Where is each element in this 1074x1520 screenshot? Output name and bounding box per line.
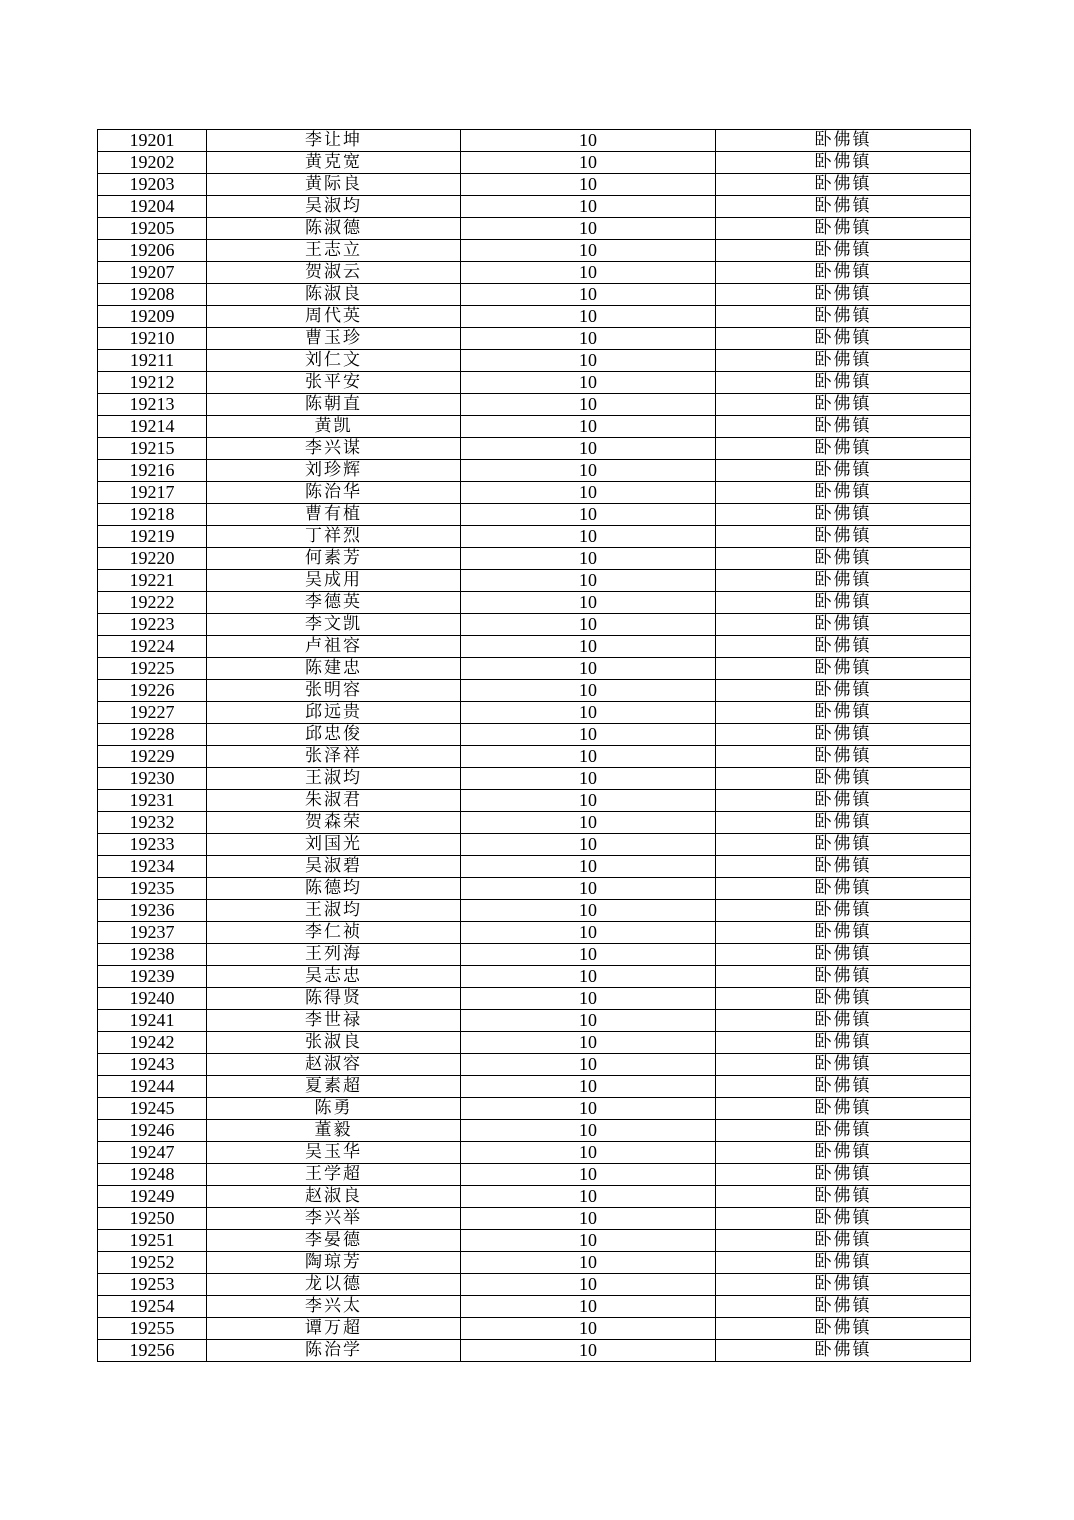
row-id-cell: 19225 [98,658,207,680]
town-cell: 卧佛镇 [716,1208,971,1230]
town-cell: 卧佛镇 [716,1142,971,1164]
town-cell: 卧佛镇 [716,130,971,152]
row-id-cell: 19254 [98,1296,207,1318]
name-cell: 陶琼芳 [207,1252,461,1274]
name-cell: 陈德均 [207,878,461,900]
amount-cell: 10 [461,372,716,394]
amount-cell: 10 [461,790,716,812]
name-cell: 张明容 [207,680,461,702]
row-id-cell: 19228 [98,724,207,746]
name-cell: 李仁祯 [207,922,461,944]
amount-cell: 10 [461,350,716,372]
row-id-cell: 19252 [98,1252,207,1274]
town-cell: 卧佛镇 [716,306,971,328]
table-row [98,1186,971,1208]
name-cell: 王志立 [207,240,461,262]
town-cell: 卧佛镇 [716,1120,971,1142]
town-cell: 卧佛镇 [716,328,971,350]
amount-cell: 10 [461,504,716,526]
town-cell: 卧佛镇 [716,1054,971,1076]
amount-cell: 10 [461,1010,716,1032]
town-cell: 卧佛镇 [716,614,971,636]
row-id-cell: 19249 [98,1186,207,1208]
town-cell: 卧佛镇 [716,394,971,416]
name-cell: 陈朝直 [207,394,461,416]
name-cell: 刘仁文 [207,350,461,372]
amount-cell: 10 [461,1076,716,1098]
name-cell: 王列海 [207,944,461,966]
name-cell: 龙以德 [207,1274,461,1296]
name-cell: 陈得贤 [207,988,461,1010]
town-cell: 卧佛镇 [716,1340,971,1362]
row-id-cell: 19213 [98,394,207,416]
row-id-cell: 19221 [98,570,207,592]
name-cell: 陈淑良 [207,284,461,306]
amount-cell: 10 [461,130,716,152]
table-row [98,1296,971,1318]
table-row [98,416,971,438]
row-id-cell: 19241 [98,1010,207,1032]
name-cell: 王淑均 [207,768,461,790]
row-id-cell: 19255 [98,1318,207,1340]
row-id-cell: 19206 [98,240,207,262]
name-cell: 李德英 [207,592,461,614]
table-row [98,1010,971,1032]
amount-cell: 10 [461,174,716,196]
table-row [98,174,971,196]
amount-cell: 10 [461,262,716,284]
name-cell: 李兴太 [207,1296,461,1318]
table-row [98,724,971,746]
table-row [98,1032,971,1054]
table-row [98,152,971,174]
table-row [98,240,971,262]
table-row [98,1054,971,1076]
name-cell: 贺森荣 [207,812,461,834]
table-row [98,350,971,372]
table-row [98,1164,971,1186]
amount-cell: 10 [461,966,716,988]
name-cell: 邱忠俊 [207,724,461,746]
town-cell: 卧佛镇 [716,152,971,174]
row-id-cell: 19235 [98,878,207,900]
row-id-cell: 19242 [98,1032,207,1054]
amount-cell: 10 [461,1208,716,1230]
amount-cell: 10 [461,636,716,658]
table-row [98,1318,971,1340]
row-id-cell: 19240 [98,988,207,1010]
table-row [98,1252,971,1274]
name-cell: 陈治华 [207,482,461,504]
table-row [98,900,971,922]
amount-cell: 10 [461,1120,716,1142]
row-id-cell: 19212 [98,372,207,394]
row-id-cell: 19211 [98,350,207,372]
row-id-cell: 19232 [98,812,207,834]
town-cell: 卧佛镇 [716,944,971,966]
amount-cell: 10 [461,944,716,966]
amount-cell: 10 [461,680,716,702]
table-row [98,130,971,152]
name-cell: 张泽祥 [207,746,461,768]
row-id-cell: 19239 [98,966,207,988]
town-cell: 卧佛镇 [716,856,971,878]
town-cell: 卧佛镇 [716,812,971,834]
row-id-cell: 19238 [98,944,207,966]
name-cell: 董毅 [207,1120,461,1142]
town-cell: 卧佛镇 [716,790,971,812]
row-id-cell: 19220 [98,548,207,570]
amount-cell: 10 [461,152,716,174]
table-body [98,130,971,1362]
town-cell: 卧佛镇 [716,834,971,856]
table-row [98,944,971,966]
name-cell: 曹玉珍 [207,328,461,350]
table-row [98,1098,971,1120]
town-cell: 卧佛镇 [716,680,971,702]
row-id-cell: 19215 [98,438,207,460]
row-id-cell: 19222 [98,592,207,614]
town-cell: 卧佛镇 [716,548,971,570]
town-cell: 卧佛镇 [716,1010,971,1032]
town-cell: 卧佛镇 [716,702,971,724]
name-cell: 李晏德 [207,1230,461,1252]
amount-cell: 10 [461,1296,716,1318]
table-row [98,812,971,834]
town-cell: 卧佛镇 [716,570,971,592]
name-cell: 陈淑德 [207,218,461,240]
town-cell: 卧佛镇 [716,1076,971,1098]
amount-cell: 10 [461,702,716,724]
amount-cell: 10 [461,570,716,592]
name-cell: 王学超 [207,1164,461,1186]
town-cell: 卧佛镇 [716,1230,971,1252]
row-id-cell: 19256 [98,1340,207,1362]
amount-cell: 10 [461,438,716,460]
town-cell: 卧佛镇 [716,966,971,988]
table-row [98,614,971,636]
name-cell: 曹有植 [207,504,461,526]
amount-cell: 10 [461,658,716,680]
row-id-cell: 19227 [98,702,207,724]
table-row [98,548,971,570]
name-cell: 吴玉华 [207,1142,461,1164]
amount-cell: 10 [461,1274,716,1296]
row-id-cell: 19217 [98,482,207,504]
table-row [98,878,971,900]
table-row [98,394,971,416]
amount-cell: 10 [461,482,716,504]
amount-cell: 10 [461,1252,716,1274]
amount-cell: 10 [461,724,716,746]
name-cell: 丁祥烈 [207,526,461,548]
town-cell: 卧佛镇 [716,922,971,944]
row-id-cell: 19218 [98,504,207,526]
row-id-cell: 19223 [98,614,207,636]
town-cell: 卧佛镇 [716,1274,971,1296]
town-cell: 卧佛镇 [716,1252,971,1274]
amount-cell: 10 [461,328,716,350]
amount-cell: 10 [461,988,716,1010]
town-cell: 卧佛镇 [716,240,971,262]
town-cell: 卧佛镇 [716,482,971,504]
amount-cell: 10 [461,460,716,482]
table-row [98,328,971,350]
table-row [98,460,971,482]
name-cell: 周代英 [207,306,461,328]
town-cell: 卧佛镇 [716,416,971,438]
row-id-cell: 19236 [98,900,207,922]
table-row [98,1142,971,1164]
name-cell: 邱远贵 [207,702,461,724]
table-row [98,966,971,988]
table-row [98,1120,971,1142]
row-id-cell: 19231 [98,790,207,812]
name-cell: 张淑良 [207,1032,461,1054]
amount-cell: 10 [461,1318,716,1340]
amount-cell: 10 [461,1230,716,1252]
name-cell: 吴淑均 [207,196,461,218]
town-cell: 卧佛镇 [716,636,971,658]
town-cell: 卧佛镇 [716,284,971,306]
table-row [98,284,971,306]
table-row [98,768,971,790]
name-cell: 陈建忠 [207,658,461,680]
amount-cell: 10 [461,1186,716,1208]
row-id-cell: 19245 [98,1098,207,1120]
table-row [98,482,971,504]
town-cell: 卧佛镇 [716,196,971,218]
row-id-cell: 19226 [98,680,207,702]
amount-cell: 10 [461,1054,716,1076]
town-cell: 卧佛镇 [716,592,971,614]
row-id-cell: 19201 [98,130,207,152]
amount-cell: 10 [461,922,716,944]
row-id-cell: 19237 [98,922,207,944]
amount-cell: 10 [461,592,716,614]
name-cell: 吴志忠 [207,966,461,988]
row-id-cell: 19210 [98,328,207,350]
table-row [98,218,971,240]
town-cell: 卧佛镇 [716,438,971,460]
name-cell: 刘珍辉 [207,460,461,482]
amount-cell: 10 [461,878,716,900]
name-cell: 李文凯 [207,614,461,636]
amount-cell: 10 [461,1032,716,1054]
name-cell: 贺淑云 [207,262,461,284]
table-row [98,1230,971,1252]
table-row [98,1340,971,1362]
table-row [98,702,971,724]
name-cell: 李兴举 [207,1208,461,1230]
name-cell: 赵淑容 [207,1054,461,1076]
amount-cell: 10 [461,394,716,416]
name-cell: 黄际良 [207,174,461,196]
row-id-cell: 19248 [98,1164,207,1186]
table-row [98,372,971,394]
name-cell: 张平安 [207,372,461,394]
amount-cell: 10 [461,1164,716,1186]
row-id-cell: 19246 [98,1120,207,1142]
row-id-cell: 19233 [98,834,207,856]
town-cell: 卧佛镇 [716,1164,971,1186]
town-cell: 卧佛镇 [716,460,971,482]
amount-cell: 10 [461,196,716,218]
row-id-cell: 19205 [98,218,207,240]
table-row [98,196,971,218]
amount-cell: 10 [461,284,716,306]
town-cell: 卧佛镇 [716,768,971,790]
name-cell: 何素芳 [207,548,461,570]
town-cell: 卧佛镇 [716,878,971,900]
town-cell: 卧佛镇 [716,372,971,394]
amount-cell: 10 [461,1340,716,1362]
amount-cell: 10 [461,306,716,328]
row-id-cell: 19204 [98,196,207,218]
row-id-cell: 19216 [98,460,207,482]
name-cell: 黄克宽 [207,152,461,174]
row-id-cell: 19230 [98,768,207,790]
table-row [98,526,971,548]
town-cell: 卧佛镇 [716,174,971,196]
row-id-cell: 19251 [98,1230,207,1252]
row-id-cell: 19247 [98,1142,207,1164]
table-row [98,636,971,658]
town-cell: 卧佛镇 [716,1098,971,1120]
name-cell: 吴成用 [207,570,461,592]
row-id-cell: 19209 [98,306,207,328]
amount-cell: 10 [461,746,716,768]
table-row [98,988,971,1010]
amount-cell: 10 [461,1142,716,1164]
name-cell: 李兴谋 [207,438,461,460]
row-id-cell: 19224 [98,636,207,658]
amount-cell: 10 [461,856,716,878]
amount-cell: 10 [461,1098,716,1120]
row-id-cell: 19253 [98,1274,207,1296]
table-row [98,922,971,944]
data-table [97,129,971,1362]
name-cell: 朱淑君 [207,790,461,812]
town-cell: 卧佛镇 [716,988,971,1010]
name-cell: 王淑均 [207,900,461,922]
town-cell: 卧佛镇 [716,900,971,922]
name-cell: 吴淑碧 [207,856,461,878]
amount-cell: 10 [461,900,716,922]
table-row [98,1274,971,1296]
row-id-cell: 19219 [98,526,207,548]
row-id-cell: 19202 [98,152,207,174]
row-id-cell: 19243 [98,1054,207,1076]
name-cell: 李世禄 [207,1010,461,1032]
row-id-cell: 19244 [98,1076,207,1098]
amount-cell: 10 [461,614,716,636]
name-cell: 刘国光 [207,834,461,856]
table-row [98,856,971,878]
amount-cell: 10 [461,240,716,262]
table-row [98,570,971,592]
town-cell: 卧佛镇 [716,1296,971,1318]
town-cell: 卧佛镇 [716,504,971,526]
table-row [98,790,971,812]
town-cell: 卧佛镇 [716,1186,971,1208]
row-id-cell: 19203 [98,174,207,196]
town-cell: 卧佛镇 [716,1318,971,1340]
town-cell: 卧佛镇 [716,350,971,372]
name-cell: 卢祖容 [207,636,461,658]
row-id-cell: 19234 [98,856,207,878]
town-cell: 卧佛镇 [716,218,971,240]
table-row [98,680,971,702]
table-row [98,1208,971,1230]
name-cell: 夏素超 [207,1076,461,1098]
amount-cell: 10 [461,768,716,790]
table-row [98,306,971,328]
amount-cell: 10 [461,526,716,548]
row-id-cell: 19229 [98,746,207,768]
town-cell: 卧佛镇 [716,746,971,768]
table-row [98,504,971,526]
amount-cell: 10 [461,812,716,834]
town-cell: 卧佛镇 [716,526,971,548]
amount-cell: 10 [461,834,716,856]
town-cell: 卧佛镇 [716,658,971,680]
table-row [98,262,971,284]
name-cell: 黄凯 [207,416,461,438]
name-cell: 陈治学 [207,1340,461,1362]
name-cell: 李让坤 [207,130,461,152]
name-cell: 赵淑良 [207,1186,461,1208]
row-id-cell: 19208 [98,284,207,306]
town-cell: 卧佛镇 [716,262,971,284]
table-row [98,834,971,856]
table-row [98,746,971,768]
row-id-cell: 19214 [98,416,207,438]
name-cell: 谭万超 [207,1318,461,1340]
town-cell: 卧佛镇 [716,724,971,746]
row-id-cell: 19207 [98,262,207,284]
amount-cell: 10 [461,218,716,240]
table-row [98,592,971,614]
town-cell: 卧佛镇 [716,1032,971,1054]
table-row [98,1076,971,1098]
name-cell: 陈勇 [207,1098,461,1120]
table-row [98,658,971,680]
row-id-cell: 19250 [98,1208,207,1230]
amount-cell: 10 [461,416,716,438]
table-row [98,438,971,460]
amount-cell: 10 [461,548,716,570]
